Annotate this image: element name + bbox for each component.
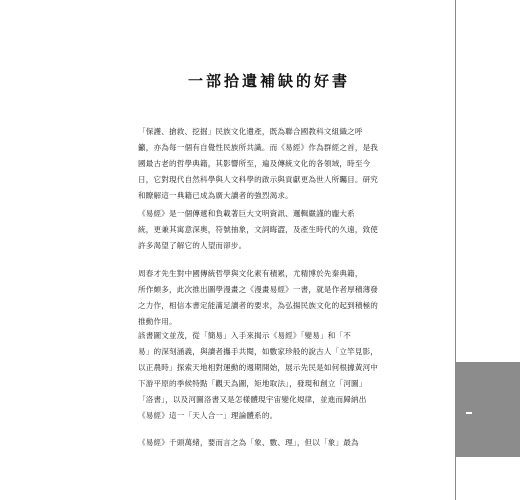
paragraph-line: 《易經》是一個傳遞和負載著巨大文明資訊、邏輯嚴謹的龐大系	[138, 209, 355, 218]
paragraph-line: 易」的深刻涵義，與讀者攜手共閱，如數家珍般的說古人「立竿見影，	[138, 347, 379, 356]
paragraph-line: 之力作，相信本書定能滿足讀者的要求，為弘揚民族文化的起到積極的	[138, 301, 379, 310]
paragraph-line: 下游平原的季候特點「觀天為圖，矩地取法」，發現和創立「河圖」	[138, 379, 367, 388]
paragraph-line: 周春才先生對中國傳統哲學與文化素有積累，尤精博於先秦典籍，	[138, 269, 363, 278]
paragraph-line: 「保護、搶救、挖掘」民族文化遺產，既為聯合國教科文組織之呼	[138, 127, 363, 136]
paragraph-5	[138, 435, 400, 451]
paragraph-line: 《易經》這一「天人合一」理論體系的。	[138, 411, 278, 420]
paragraph-line: 籲，亦為每一個有自覺性民族所共識。而《易經》作為群經之首，是我	[138, 143, 379, 152]
paragraph-line: 推動作用。	[138, 317, 177, 326]
paragraph-3	[138, 266, 400, 330]
paragraph-line: 「洛書」，以及河圖洛書又是怎樣體現宇宙變化規律，並進而歸納出	[138, 395, 367, 404]
paragraph-2	[138, 206, 400, 254]
paragraph-line: 國最古老的哲學典籍，其影響所至，遍及傳統文化的各領域，時至今	[138, 159, 371, 168]
paragraph-line: 日，它對現代自然科學與人文科學的啟示與貢獻更為世人所矚目。研究	[138, 175, 379, 184]
paragraph-line: 統，更兼其寓意深奧，符號抽象，文詞晦澀，及產生時代的久遠，致使	[138, 225, 379, 234]
paragraph-4	[138, 328, 400, 424]
paragraph-line: 《易經》千頭萬緒，要而言之為「象、數、理」，但以「象」最為	[138, 438, 359, 447]
paragraph-line: 和瞭解這一典籍已成為廣大讀者的強烈渴求。	[138, 191, 293, 200]
page-title: 一部拾遺補缺的好書	[188, 72, 351, 90]
paragraph-1	[138, 124, 400, 204]
paragraph-line: 許多渴望了解它的人望而卻步。	[138, 241, 247, 250]
paragraph-line: 該書圖文並茂，從「簡易」入手來揭示《易經》「變易」和「不	[138, 331, 352, 340]
chapter-tab	[456, 362, 520, 457]
chapter-tab-mark	[466, 412, 472, 414]
paragraph-line: 所作頗多，此次推出圖學漫畫之《漫畫易經》一書，就是作者厚積薄發	[138, 285, 379, 294]
paragraph-line: 以正農時」探索天地相對運動的週期開始，展示先民是如何根據黃河中	[138, 363, 379, 372]
